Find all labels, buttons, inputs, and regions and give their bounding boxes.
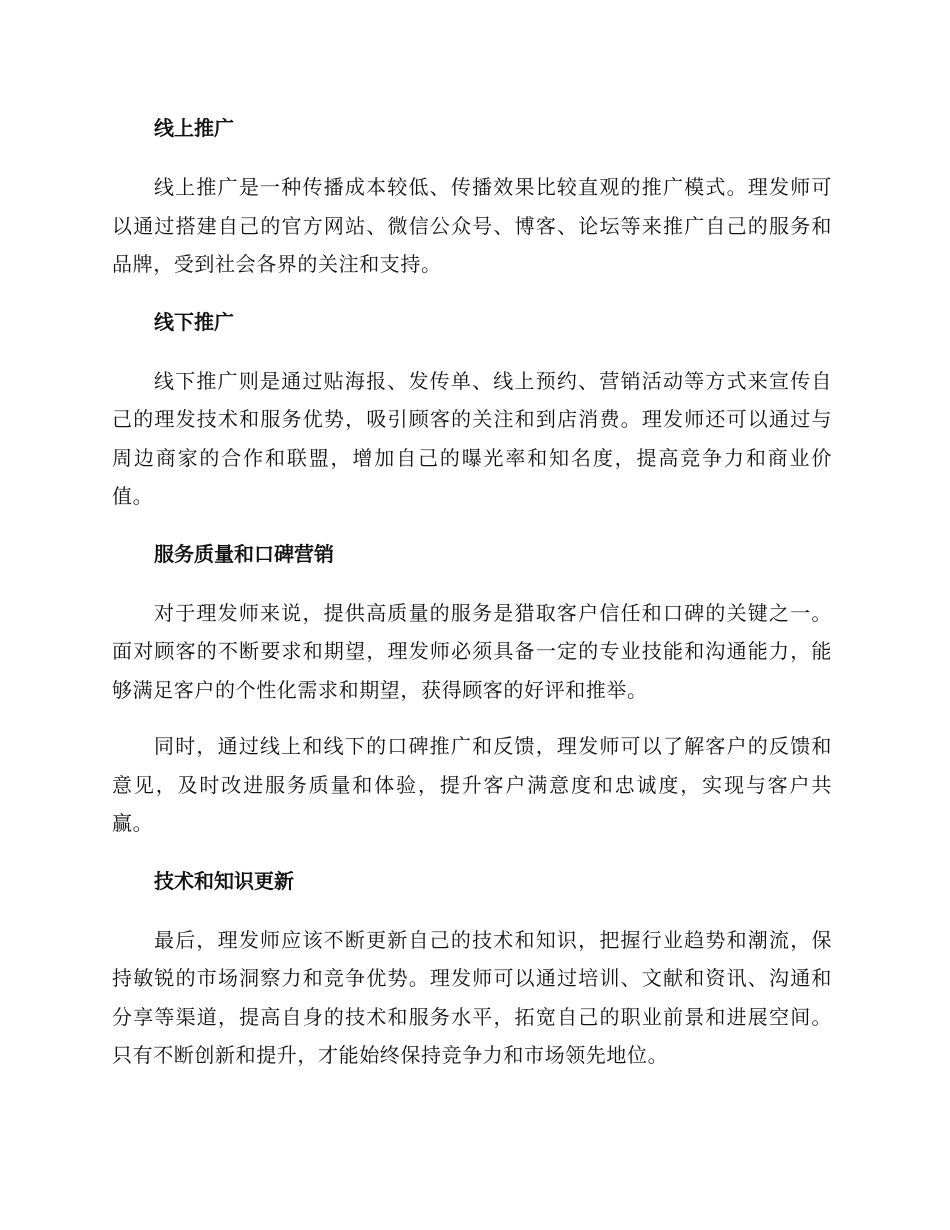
section-online-promotion — [112, 108, 832, 284]
section-heading: 技术和知识更新 — [154, 868, 294, 893]
paragraph: 最后，理发师应该不断更新自己的技术和知识，把握行业趋势和潮流，保持敏锐的市场洞察力和竞争优势。理发师可以通过培训、文献和资讯、沟通和分享等渠道，提高自身的技术和服务水平，拓宽自己的职业前景和进展空间。只有不断创新和提升，才能始终保持竞争力和市场领先地位。 — [112, 927, 832, 1067]
section-heading: 服务质量和口碑营销 — [154, 541, 334, 566]
section-offline-promotion — [112, 302, 832, 516]
paragraph: 同时，通过线上和线下的口碑推广和反馈，理发师可以了解客户的反馈和意见，及时改进服务质量和体验，提升客户满意度和忠诚度，实现与客户共赢。 — [112, 734, 832, 835]
section-service-quality — [112, 534, 832, 843]
section-skill-update — [112, 861, 832, 1075]
section-heading: 线上推广 — [154, 116, 234, 140]
paragraph: 线上推广是一种传播成本较低、传播效果比较直观的推广模式。理发师可以通过搭建自己的官方网站、微信公众号、博客、论坛等来推广自己的服务和品牌，受到社会各界的关注和支持。 — [112, 175, 832, 276]
paragraph: 对于理发师来说，提供高质量的服务是猎取客户信任和口碑的关键之一。面对顾客的不断要求和期望，理发师必须具备一定的专业技能和沟通能力，能够满足客户的个性化需求和期望，获得顾客的好评和推举。 — [112, 600, 832, 702]
paragraph: 线下推广则是通过贴海报、发传单、线上预约、营销活动等方式来宣传自己的理发技术和服务优势，吸引顾客的关注和到店消费。理发师还可以通过与周边商家的合作和联盟，增加自己的曝光率和知名度，提高竞争力和商业价值。 — [112, 368, 832, 508]
section-heading: 线下推广 — [154, 309, 234, 334]
document-page — [112, 108, 832, 1093]
